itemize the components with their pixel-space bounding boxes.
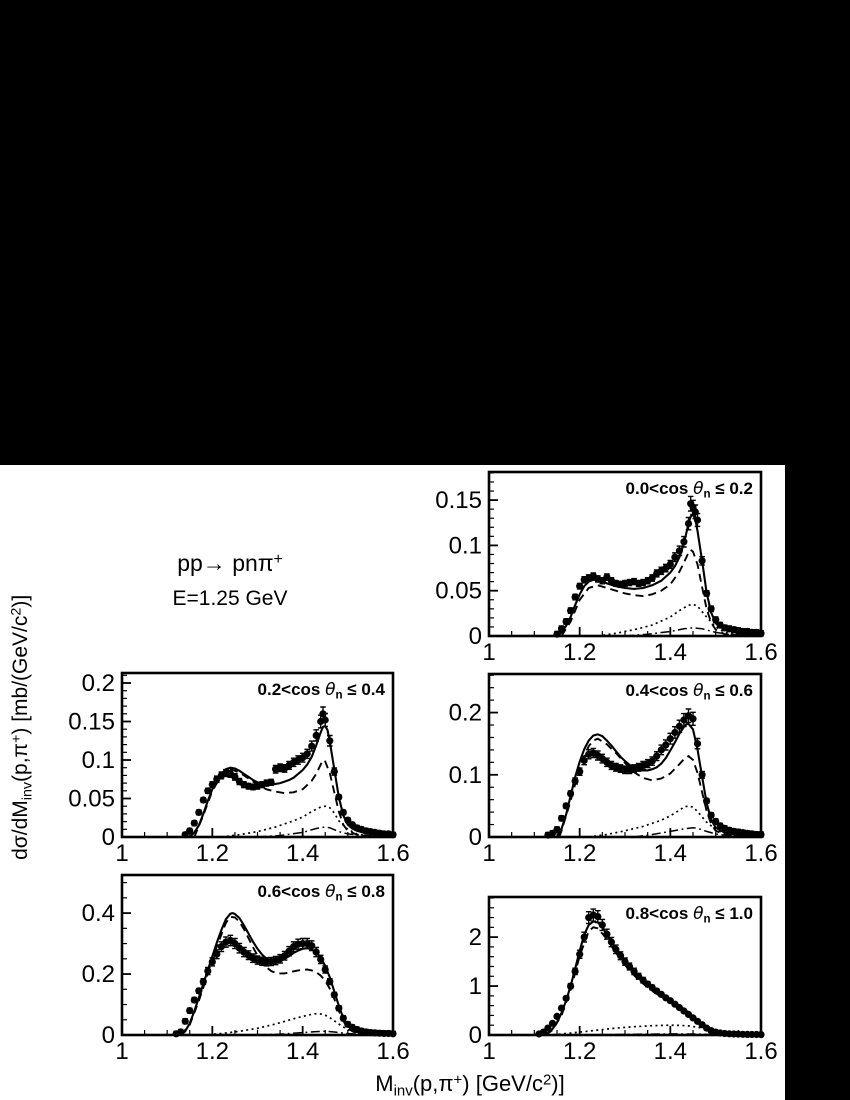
data-marker [703, 590, 710, 597]
data-marker [558, 1005, 565, 1012]
data-marker [549, 1020, 556, 1027]
y-tick-label: 0 [468, 623, 482, 650]
x-tick-label: 1 [115, 1038, 129, 1065]
data-marker [204, 967, 211, 974]
data-marker [689, 715, 696, 722]
data-marker [581, 934, 588, 941]
data-marker [708, 605, 715, 612]
x-tick-label: 1.4 [285, 1038, 320, 1065]
data-marker [200, 796, 207, 803]
solid-curve [543, 922, 761, 1036]
x-tick-label: 1.2 [195, 840, 230, 867]
data-points [544, 709, 764, 839]
panel-label-2: 0.4<cos $\theta_n \le 0.6$ [625, 681, 753, 703]
reaction-title: pp→ pnπ+ [177, 550, 283, 576]
data-marker [200, 978, 207, 985]
data-marker [708, 812, 715, 819]
data-marker [703, 797, 710, 804]
data-marker [331, 991, 338, 998]
y-tick-label: 1 [468, 973, 482, 1001]
data-marker [694, 516, 701, 523]
y-axis-title: $d\sigma/dM_{inv}(p,\pi^+)$ $[mb/(GeV/c^2)]$ [8, 594, 36, 860]
data-marker [671, 554, 678, 561]
data-marker [572, 968, 579, 975]
x-tick-label: 1.4 [653, 639, 688, 666]
y-tick-label: 0.15 [435, 487, 482, 515]
data-marker [572, 777, 579, 784]
data-marker [581, 757, 588, 764]
data-marker [182, 1018, 189, 1025]
y-tick-label: 2 [468, 924, 482, 952]
dashed-curve [546, 927, 761, 1035]
x-tick-label: 1 [482, 639, 496, 666]
y-tick-label: 0.15 [68, 708, 115, 736]
data-marker [662, 741, 669, 748]
x-axis-title: $M_{inv}(p,\pi^+)$ $[GeV/c^2)$] [375, 1071, 565, 1100]
panel-label-0: 0.0<cos $\theta_n \le 0.2$ [625, 479, 753, 501]
x-tick-label: 1 [115, 840, 129, 867]
y-tick-label: 0.05 [435, 577, 482, 605]
data-marker [699, 557, 706, 564]
x-tick-label: 1.6 [744, 639, 778, 666]
data-marker [195, 987, 202, 994]
panel-label-3: 0.6<cos $\theta_n \le 0.8$ [257, 882, 385, 904]
data-points [182, 707, 397, 838]
x-tick-label: 1.4 [285, 840, 320, 867]
data-marker [335, 793, 342, 800]
data-marker [694, 740, 701, 747]
data-marker [186, 1007, 193, 1014]
x-tick-label: 1.6 [744, 1038, 778, 1065]
x-tick-label: 1.6 [376, 1038, 410, 1065]
x-tick-label: 1.2 [195, 1038, 230, 1065]
data-marker [576, 768, 583, 775]
data-marker [558, 625, 565, 632]
data-marker [268, 779, 275, 786]
data-marker [317, 956, 324, 963]
data-marker [335, 1005, 342, 1012]
solid-curve [557, 724, 761, 837]
data-marker [572, 593, 579, 600]
x-tick-label: 1.2 [562, 639, 597, 666]
x-tick-label: 1.6 [744, 840, 778, 867]
data-marker [191, 820, 198, 827]
data-marker [308, 942, 315, 949]
x-tick-label: 1.4 [653, 840, 688, 867]
y-tick-label: 0 [468, 824, 482, 851]
data-marker [326, 737, 333, 744]
x-tick-label: 1.2 [562, 1038, 597, 1065]
data-marker [191, 996, 198, 1003]
data-marker [676, 547, 683, 554]
figure-area [0, 465, 785, 1100]
y-tick-label: 0.2 [81, 670, 115, 698]
data-marker [331, 768, 338, 775]
data-marker [558, 815, 565, 822]
data-marker [340, 809, 347, 816]
beam-energy-label: E=1.25 GeV [172, 587, 288, 610]
data-marker [680, 538, 687, 545]
data-marker [563, 802, 570, 809]
data-marker [204, 787, 211, 794]
data-marker [685, 520, 692, 527]
data-marker [195, 809, 202, 816]
y-tick-label: 0.1 [448, 761, 482, 789]
data-points [553, 496, 764, 637]
y-tick-label: 0 [468, 1022, 482, 1049]
data-marker [563, 995, 570, 1002]
data-marker [308, 743, 315, 750]
data-marker [567, 983, 574, 990]
data-marker [567, 607, 574, 614]
panel-label-1: 0.2<cos $\theta_n \le 0.4$ [257, 680, 385, 702]
x-tick-label: 1.2 [562, 840, 597, 867]
x-tick-label: 1 [482, 840, 496, 867]
x-tick-label: 1.4 [653, 1038, 688, 1065]
data-marker [322, 966, 329, 973]
solid-curve [181, 913, 393, 1035]
x-tick-label: 1.6 [376, 840, 410, 867]
data-marker [340, 1015, 347, 1022]
y-tick-label: 0.2 [81, 961, 115, 989]
y-tick-label: 0.1 [448, 532, 482, 560]
solid-curve [190, 726, 393, 837]
data-marker [326, 978, 333, 985]
y-tick-label: 0.4 [81, 900, 115, 928]
panel-label-4: 0.8<cos $\theta_n \le 1.0$ [625, 904, 753, 926]
y-tick-label: 0.1 [81, 747, 115, 775]
x-tick-label: 1 [482, 1038, 496, 1065]
data-marker [553, 1013, 560, 1020]
y-tick-label: 0.05 [68, 785, 115, 813]
y-tick-label: 0 [101, 1022, 115, 1049]
data-marker [699, 771, 706, 778]
data-marker [576, 583, 583, 590]
y-tick-label: 0 [101, 824, 115, 851]
data-marker [576, 951, 583, 958]
data-marker [322, 716, 329, 723]
y-tick-label: 0.2 [448, 699, 482, 727]
data-marker [653, 753, 660, 760]
data-marker [313, 732, 320, 739]
data-marker [563, 618, 570, 625]
data-marker [567, 790, 574, 797]
